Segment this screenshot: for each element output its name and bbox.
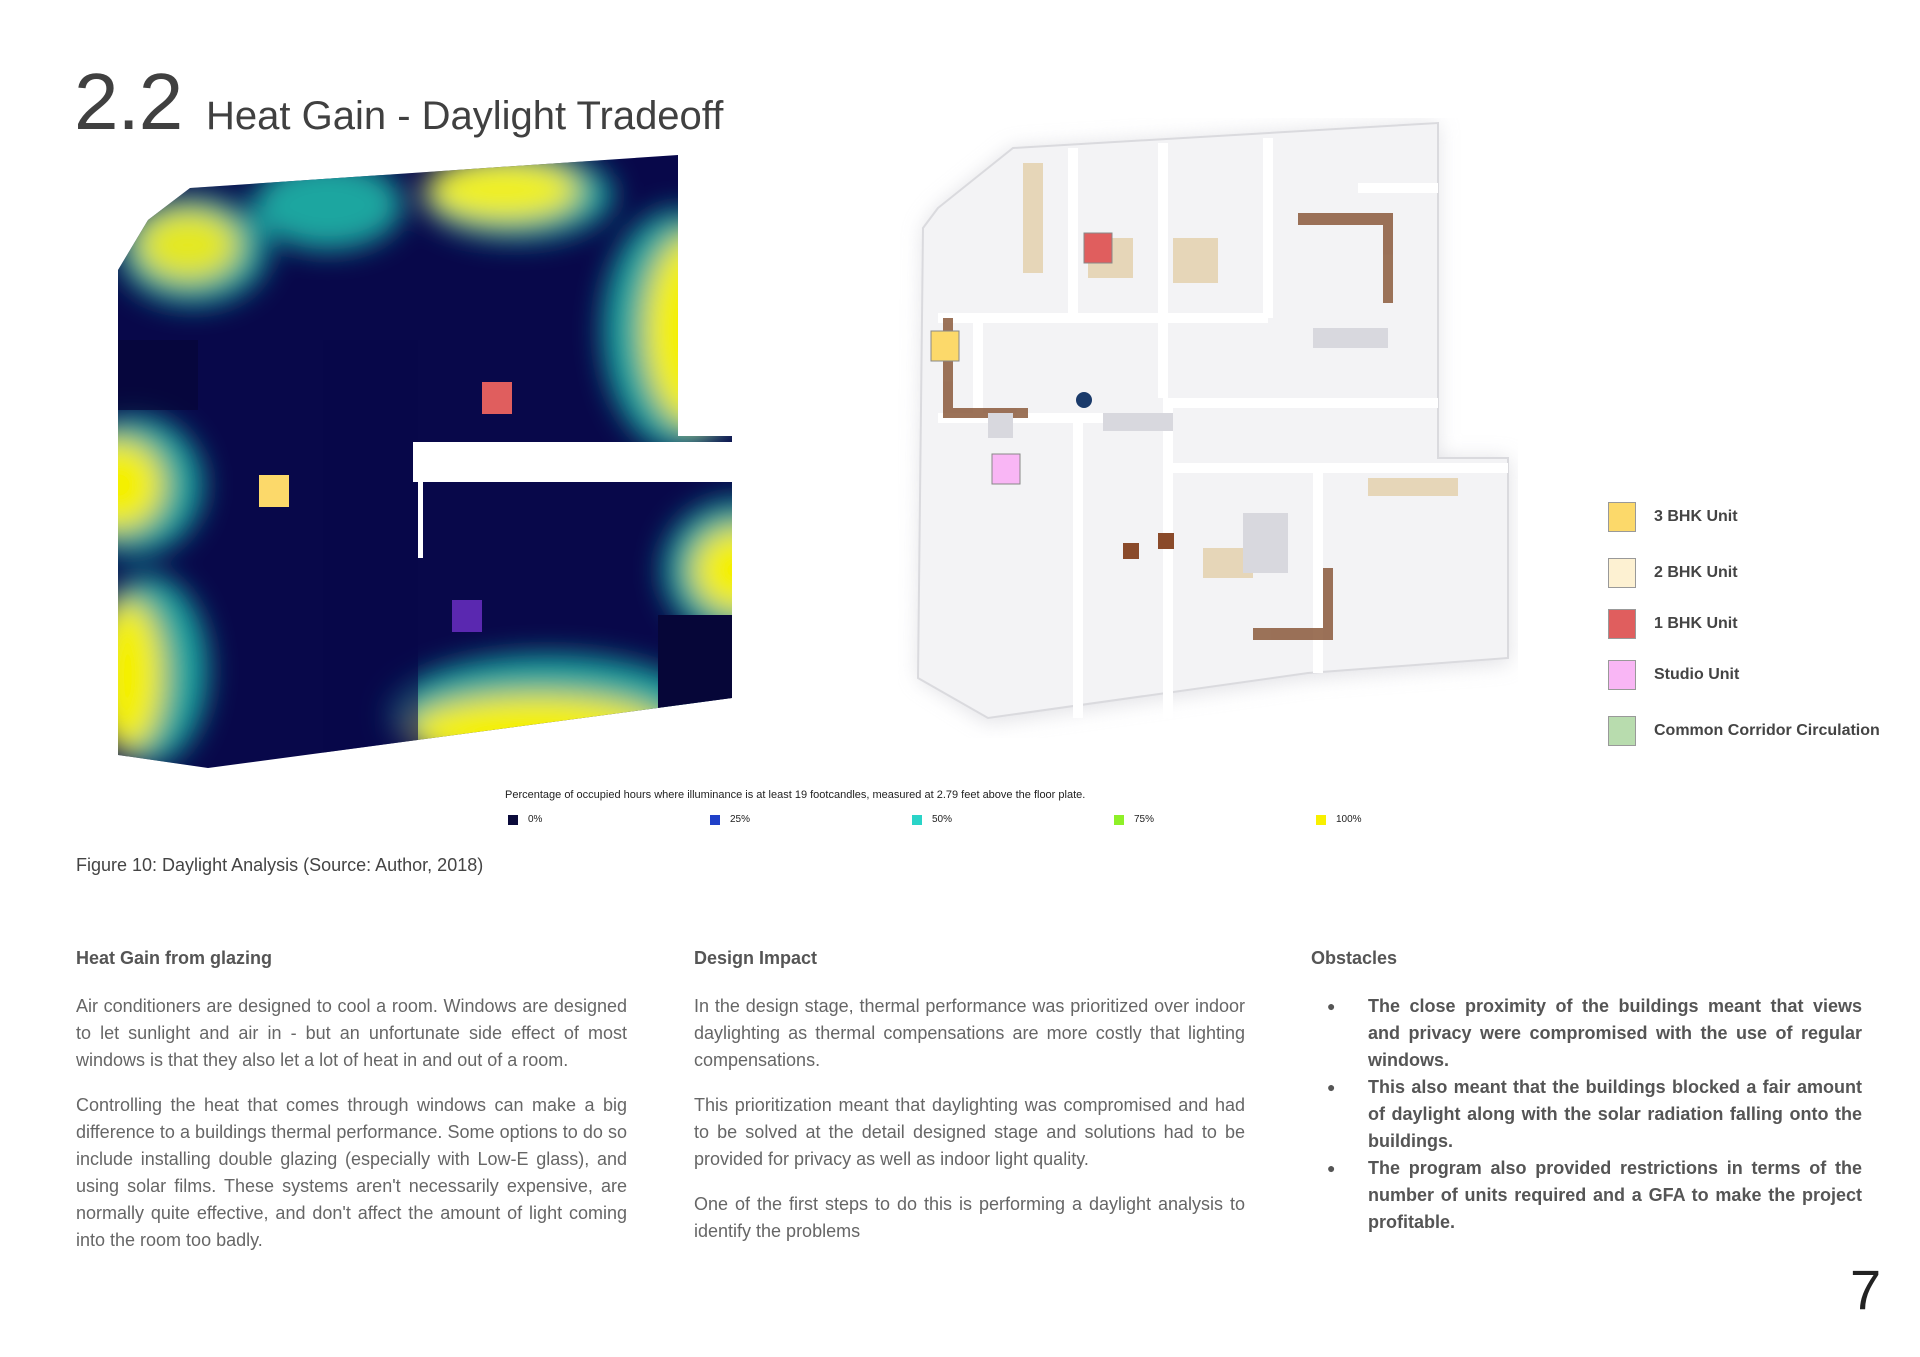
legend-item-3bhk [1608, 500, 1738, 534]
obstacle-text-2: This also meant that the buildings blocked a fair amount of daylight along with the solar radiation falling onto the buildings. [1368, 1077, 1862, 1151]
legend-label-1bhk: 1 BHK Unit [1654, 615, 1738, 632]
bullet-icon: ● [1327, 1160, 1336, 1176]
illuminance-label-100: 100% [1336, 814, 1362, 825]
illuminance-swatch-50 [912, 815, 922, 825]
section-title: Heat Gain - Daylight Tradeoff [206, 94, 724, 138]
legend-item-1bhk [1608, 607, 1738, 641]
floor-plan-render [898, 118, 1518, 738]
list-item [1311, 1074, 1862, 1155]
illuminance-label-75: 75% [1134, 814, 1155, 825]
design-impact-column [694, 948, 1245, 1263]
design-impact-paragraph-3: One of the first steps to do this is performing a daylight analysis to identify the problems [694, 1194, 1245, 1241]
bullet-icon: ● [1327, 1079, 1336, 1095]
obstacles-column [1311, 948, 1862, 1236]
obstacle-text-1: The close proximity of the buildings meant that views and privacy were compromised with the use of regular windows. [1368, 996, 1862, 1070]
illuminance-swatch-100 [1316, 815, 1326, 825]
obstacles-heading: Obstacles [1311, 948, 1398, 968]
illuminance-label-25: 25% [730, 814, 751, 825]
legend-swatch-3bhk [1608, 502, 1636, 532]
legend-swatch-studio [1608, 660, 1636, 690]
illuminance-legend-title: Percentage of occupied hours where illuminance is at least 19 footcandles, measured at 2.79 feet above the floor plate. [505, 789, 1086, 801]
section-number: 2.2 [74, 57, 183, 146]
design-impact-paragraph-2: This prioritization meant that daylighting was compromised and had to be solved at the detail designed stage and solutions had to be provided for privacy as well as indoor light quality. [694, 1095, 1245, 1169]
legend-swatch-2bhk [1608, 558, 1636, 588]
legend-label-corridor: Common Corridor Circulation [1654, 722, 1880, 739]
illuminance-item-25 [710, 814, 750, 825]
bullet-icon: ● [1327, 998, 1336, 1014]
heat-gain-column [76, 948, 627, 1272]
illuminance-swatch-0 [508, 815, 518, 825]
legend-item-studio [1608, 658, 1739, 692]
page-number: 7 [1850, 1258, 1882, 1321]
legend-label-studio: Studio Unit [1654, 666, 1740, 683]
legend-item-2bhk [1608, 556, 1738, 590]
illuminance-swatch-25 [710, 815, 720, 825]
obstacles-list [1311, 993, 1862, 1236]
list-item [1311, 1155, 1862, 1236]
heat-gain-heading: Heat Gain from glazing [76, 948, 273, 968]
design-impact-paragraph-1: In the design stage, thermal performance was prioritized over indoor daylighting as thermal compensations are more costly that lighting compensations. [694, 996, 1245, 1070]
illuminance-item-75 [1114, 814, 1154, 825]
legend-label-2bhk: 2 BHK Unit [1654, 564, 1738, 581]
illuminance-label-50: 50% [932, 814, 953, 825]
heat-gain-paragraph-1: Air conditioners are designed to cool a room. Windows are designed to let sunlight and air in - but an unfortunate side effect of most windows is that they also let a lot of heat in and out of a room. [76, 996, 627, 1070]
figure-caption: Figure 10: Daylight Analysis (Source: Author, 2018) [76, 855, 484, 875]
list-item [1311, 993, 1862, 1074]
illuminance-label-0: 0% [528, 814, 543, 825]
obstacle-text-3: The program also provided restrictions in terms of the number of units required and a GFA to make the project profitable. [1368, 1158, 1862, 1232]
legend-item-corridor [1608, 714, 1880, 748]
daylight-heat-map [118, 150, 738, 770]
heat-gain-paragraph-2: Controlling the heat that comes through windows can make a big difference to a buildings thermal performance. Some options to do so include installing double glazing (especially with Low-E glass), and using solar films. These systems aren't necessarily expensive, are normally quite effective, and don't affect the amount of light coming into the room too badly. [76, 1095, 627, 1250]
illuminance-item-50 [912, 814, 952, 825]
design-impact-heading: Design Impact [694, 948, 818, 968]
legend-label-3bhk: 3 BHK Unit [1654, 508, 1738, 525]
illuminance-item-100 [1316, 814, 1362, 825]
illuminance-swatch-75 [1114, 815, 1124, 825]
legend-swatch-1bhk [1608, 609, 1636, 639]
illuminance-item-0 [508, 814, 542, 825]
legend-swatch-corridor [1608, 716, 1636, 746]
